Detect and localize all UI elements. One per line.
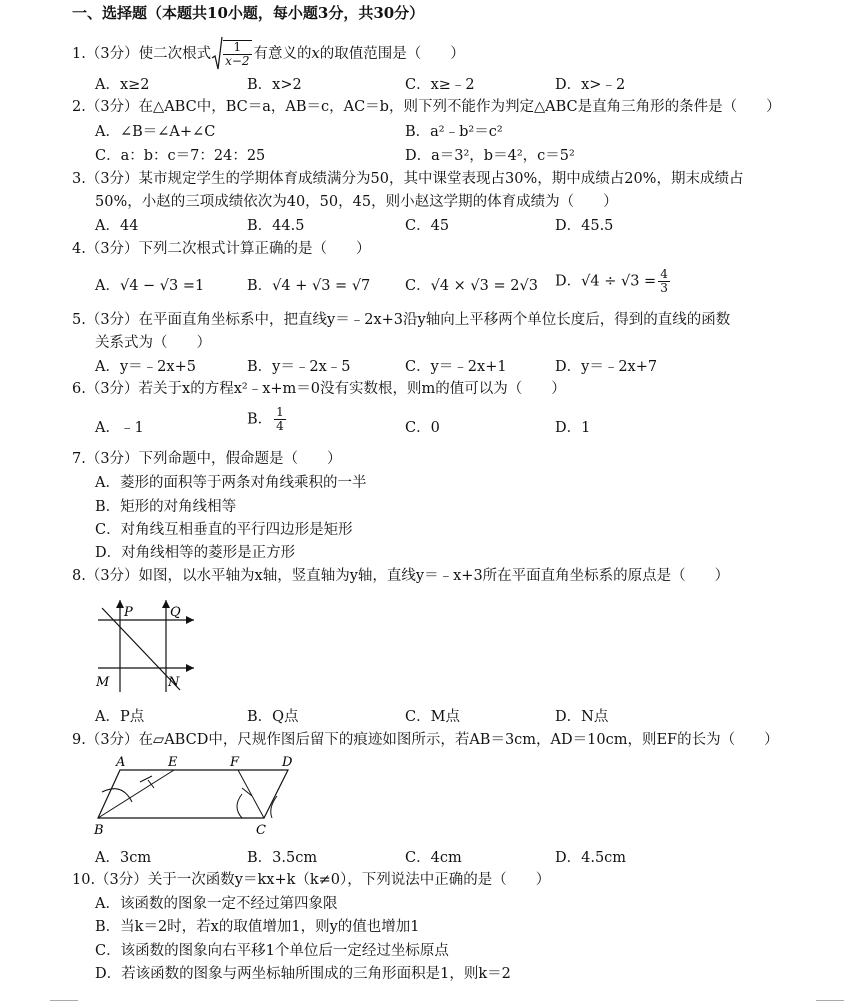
q1-frac-den: x−2 — [225, 54, 250, 68]
q9-parallelogram-figure — [92, 752, 302, 840]
q1-text-c: 的取值范围是（ ） — [319, 46, 465, 62]
q3-option-d[interactable]: D．45.5 — [555, 218, 614, 234]
q6-option-c[interactable]: C．0 — [405, 420, 440, 436]
q1-text-b: 有意义的 — [253, 46, 312, 62]
question-3-line-2: 50%，小赵的三项成绩依次为40，50，45，则小赵这学期的体育成绩为（ ） — [95, 194, 618, 210]
question-3-line-1: 3.（3分）某市规定学生的学期体育成绩满分为50，其中课堂表现占30%，期中成绩占20%，期末成绩占 — [72, 171, 744, 187]
q9-option-a[interactable]: A．3cm — [95, 850, 152, 866]
q2-option-c[interactable]: C．a：b：c＝7：24：25 — [95, 148, 266, 164]
section-title: 一、选择题（本题共10小题，每小题3分，共30分） — [72, 4, 425, 22]
q3-option-b[interactable]: B．44.5 — [247, 218, 305, 234]
q9-label-e: E — [168, 755, 178, 770]
question-6: 6.（3分）若关于x的方程x²﹣x+m＝0没有实数根，则m的值可以为（ ） — [72, 381, 566, 397]
q9-label-b: B — [94, 823, 104, 838]
q6-option-b[interactable] — [247, 406, 288, 433]
page-corner-left — [50, 1000, 78, 1007]
q9-option-d[interactable]: D．4.5cm — [555, 850, 627, 866]
q5-option-a[interactable]: A．y＝﹣2x+5 — [95, 359, 196, 375]
q10-option-d[interactable]: D．若该函数的图象与两坐标轴所围成的三角形面积是1，则k＝2 — [95, 966, 511, 982]
q5-option-c[interactable]: C．y＝﹣2x+1 — [405, 359, 507, 375]
question-5-line-2: 关系式为（ ） — [95, 335, 211, 351]
q4-d-frac-num: 4 — [660, 267, 668, 281]
q4-option-c[interactable]: C．√4 × √3 = 2√3 — [405, 278, 538, 294]
q3-option-a[interactable]: A．44 — [95, 218, 139, 234]
q4-option-b[interactable]: B．√4 + √3 = √7 — [247, 278, 371, 294]
q8-label-n: N — [168, 675, 180, 690]
q9-label-f: F — [230, 755, 240, 770]
q1-option-c[interactable]: C．x≥﹣2 — [405, 77, 475, 93]
q6-b-frac-num: 1 — [276, 405, 284, 419]
q7-option-b[interactable]: B．矩形的对角线相等 — [95, 499, 237, 515]
q9-option-c[interactable]: C．4cm — [405, 850, 462, 866]
page-corner-right — [816, 1000, 844, 1007]
q1-frac-num: 1 — [223, 41, 251, 55]
q4-option-d-fraction — [658, 268, 670, 295]
q6-b-frac-den: 4 — [276, 419, 284, 433]
question-10: 10.（3分）关于一次函数y＝kx+k（k≠0），下列说法中正确的是（ ） — [72, 872, 551, 888]
q1-text-a: 使二次根式 — [138, 46, 212, 62]
question-7: 7.（3分）下列命题中，假命题是（ ） — [72, 451, 342, 467]
q8-option-c[interactable]: C．M点 — [405, 709, 460, 725]
question-1 — [72, 36, 465, 72]
q9-label-a: A — [116, 755, 126, 770]
q10-option-c[interactable]: C．该函数的图象向右平移1个单位后一定经过坐标原点 — [95, 943, 449, 959]
q1-fraction — [223, 40, 251, 68]
q7-option-a[interactable]: A．菱形的面积等于两条对角线乘积的一半 — [95, 475, 367, 491]
q8-grid-figure — [92, 596, 197, 696]
q8-option-d[interactable]: D．N点 — [555, 709, 609, 725]
q5-option-b[interactable]: B．y＝﹣2x﹣5 — [247, 359, 351, 375]
q4-d-frac-den: 3 — [660, 281, 668, 295]
q9-label-c: C — [256, 823, 266, 838]
q6-option-b-text: B． — [247, 411, 273, 428]
q1-option-b[interactable]: B．x>2 — [247, 77, 302, 93]
q2-option-a[interactable]: A．∠B＝∠A+∠C — [95, 124, 216, 140]
question-9: 9.（3分）在▱ABCD中，尺规作图后留下的痕迹如图所示，若AB＝3cm，AD＝10cm，则EF的长为（ ） — [72, 732, 779, 748]
q8-label-p: P — [124, 605, 133, 620]
q7-option-d[interactable]: D．对角线相等的菱形是正方形 — [95, 545, 296, 561]
q4-option-d[interactable] — [555, 268, 672, 295]
q1-radical — [211, 36, 253, 72]
q1-option-d[interactable]: D．x>﹣2 — [555, 77, 626, 93]
q2-option-b[interactable]: B．a²﹣b²＝c² — [405, 124, 503, 140]
q9-label-d: D — [282, 755, 293, 770]
q7-option-c[interactable]: C．对角线互相垂直的平行四边形是矩形 — [95, 522, 353, 538]
q5-option-d[interactable]: D．y＝﹣2x+7 — [555, 359, 658, 375]
q9-option-b[interactable]: B．3.5cm — [247, 850, 318, 866]
q1-var: x — [311, 46, 320, 62]
q8-label-q: Q — [170, 605, 181, 620]
q4-option-d-text: D．√4 ÷ √3 = — [555, 273, 657, 290]
question-8: 8.（3分）如图，以水平轴为x轴，竖直轴为y轴，直线y＝﹣x+3所在平面直角坐标系的原点是（ ） — [72, 568, 730, 584]
question-2: 2.（3分）在△ABC中，BC＝a，AB＝c，AC＝b，则下列不能作为判定△ABC是直角三角形的条件是（ ） — [72, 99, 781, 115]
q6-option-b-fraction — [274, 406, 286, 433]
q8-label-m: M — [96, 675, 110, 690]
q4-option-a[interactable]: A．√4 − √3 =1 — [95, 278, 205, 294]
q6-option-d[interactable]: D．1 — [555, 420, 591, 436]
q1-option-a[interactable]: A．x≥2 — [95, 77, 150, 93]
q1-score: （3分） — [85, 46, 139, 62]
q3-option-c[interactable]: C．45 — [405, 218, 450, 234]
q8-option-a[interactable]: A．P点 — [95, 709, 145, 725]
radical-sign-icon — [211, 36, 223, 72]
q2-option-d[interactable]: D．a＝3²，b＝4²，c＝5² — [405, 148, 575, 164]
question-4: 4.（3分）下列二次根式计算正确的是（ ） — [72, 241, 371, 257]
q1-number: 1. — [72, 46, 86, 62]
q10-option-a[interactable]: A．该函数的图象一定不经过第四象限 — [95, 896, 338, 912]
question-5-line-1: 5.（3分）在平面直角坐标系中，把直线y＝﹣2x+3沿y轴向上平移两个单位长度后，得到的直线的函数 — [72, 312, 731, 328]
q8-option-b[interactable]: B．Q点 — [247, 709, 299, 725]
q10-option-b[interactable]: B．当k＝2时，若x的取值增加1，则y的值也增加1 — [95, 919, 420, 935]
q6-option-a[interactable]: A．﹣1 — [95, 420, 144, 436]
